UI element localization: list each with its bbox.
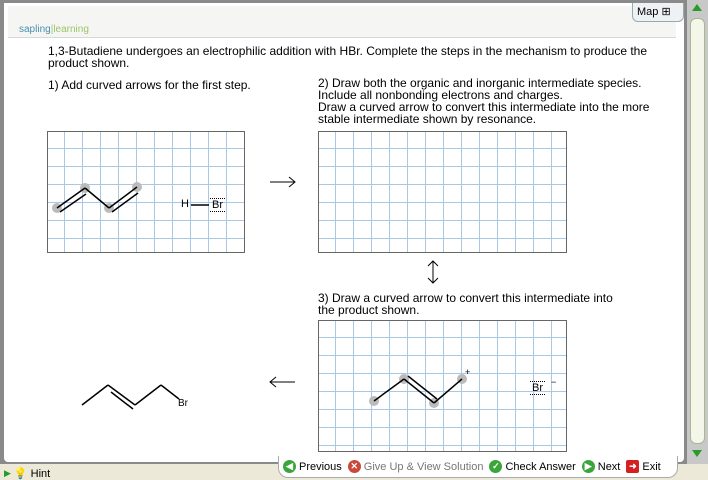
scroll-up-icon[interactable]: [692, 4, 702, 11]
drawing-canvas-step1[interactable]: [47, 131, 245, 253]
cancel-icon: ✕: [348, 460, 361, 473]
next-button[interactable]: [582, 460, 621, 473]
step3-line2: the product shown.: [318, 303, 420, 317]
vertical-scrollbar[interactable]: [686, 0, 708, 464]
positive-charge: +: [465, 367, 471, 377]
step2-line4: stable intermediate shown by resonance.: [318, 112, 537, 126]
map-icon: ⊞: [661, 6, 671, 18]
previous-label: Previous: [299, 460, 342, 473]
br-atom: Br: [212, 199, 223, 211]
step2-line2: Include all nonbonding electrons and charges.: [318, 88, 563, 102]
product-structure: [75, 375, 185, 415]
h-atom: H: [181, 198, 189, 210]
scrollbar-thumb[interactable]: [690, 18, 705, 444]
check-label: Check Answer: [505, 460, 576, 473]
previous-button[interactable]: [283, 460, 342, 473]
drawing-canvas-step3[interactable]: [318, 320, 567, 452]
bromide-anion: Br: [532, 382, 543, 394]
butadiene-structure: [48, 132, 246, 254]
drawing-canvas-step2[interactable]: [318, 131, 567, 253]
exit-label: Exit: [642, 460, 661, 473]
hint-label: Hint: [30, 467, 51, 480]
negative-charge: −: [551, 377, 557, 387]
step2-line3: Draw a curved arrow to convert this intermediate into the more: [318, 100, 650, 114]
check-icon: ✓: [489, 460, 502, 473]
map-button[interactable]: Map ⊞: [632, 3, 684, 22]
back-arrow-icon: ◀: [283, 460, 296, 473]
sapling-logo: sapling|learning: [19, 24, 89, 35]
question-intro: 1,3-Butadiene undergoes an electrophilic addition with HBr. Complete the steps in the mechanism to produce the product shown.: [48, 44, 648, 70]
give-up-button[interactable]: [348, 460, 484, 473]
right-arrow-icon: [265, 172, 300, 192]
step1-label: 1) Add curved arrows for the first step.: [48, 78, 251, 92]
resonance-arrow-icon: [424, 258, 442, 286]
product-br-label: Br: [178, 398, 188, 409]
header: [8, 6, 676, 38]
scroll-down-icon[interactable]: [692, 450, 702, 457]
left-arrow-icon: [265, 372, 300, 392]
forward-arrow-icon: ▶: [582, 460, 595, 473]
step3-line1: 3) Draw a curved arrow to convert this intermediate into: [318, 291, 613, 305]
exit-icon: ➜: [626, 460, 639, 473]
next-label: Next: [597, 460, 621, 473]
step2-line1: 2) Draw both the organic and inorganic intermediate species.: [318, 76, 642, 90]
give-up-label: Give Up & View Solution: [363, 460, 484, 473]
check-answer-button[interactable]: [489, 460, 575, 473]
lightbulb-icon: 💡: [13, 468, 28, 480]
exit-button[interactable]: [626, 460, 660, 473]
expand-icon: ▶: [4, 468, 11, 478]
navigation-bar: [278, 456, 678, 478]
hint-button[interactable]: [4, 467, 50, 480]
